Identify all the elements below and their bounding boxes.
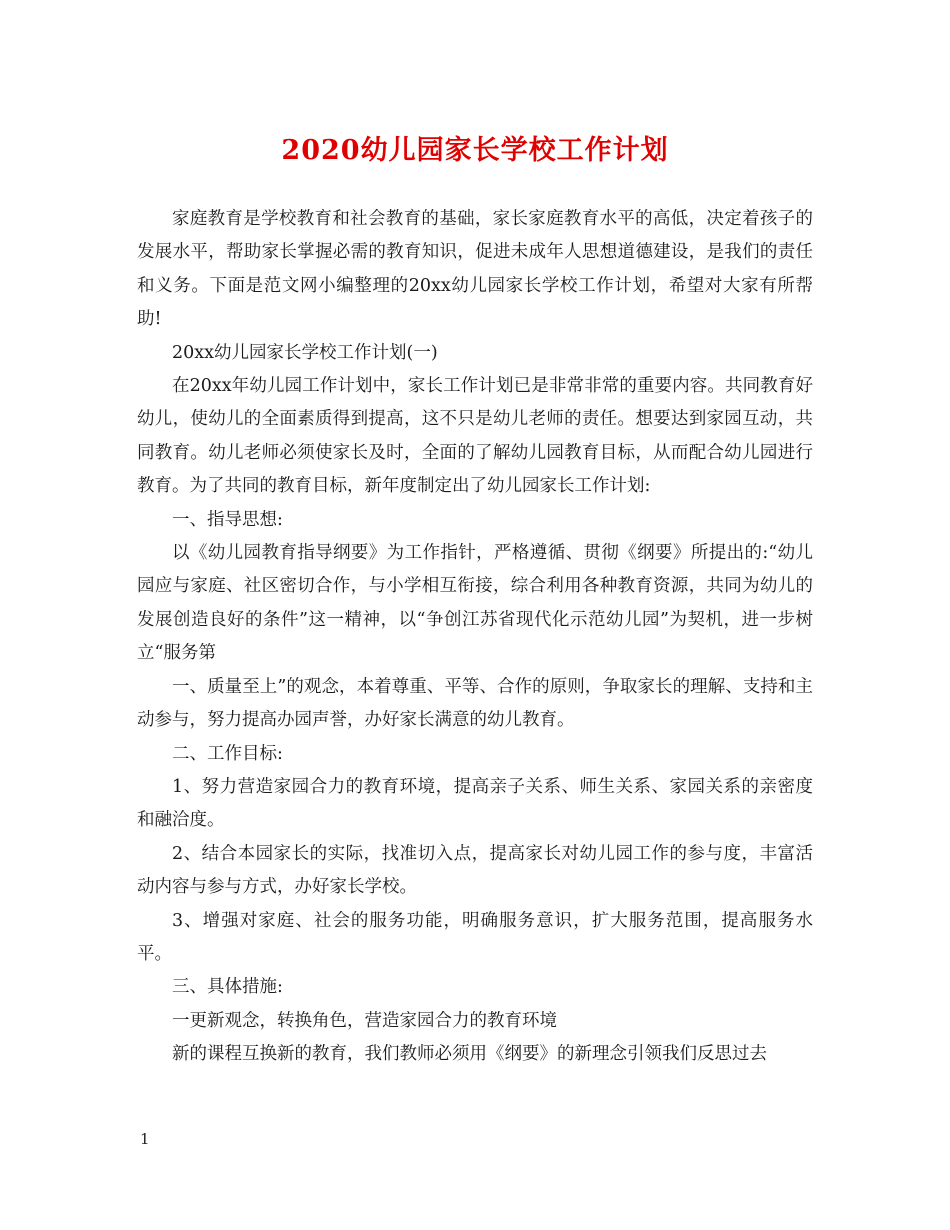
paragraph: 一更新观念，转换角色，营造家园合力的教育环境 [172, 1010, 557, 1031]
paragraph-goal-1: 1、努力营造家园合力的教育环境，提高亲子关系、师生关系、家园关系的亲密度和融洽度。 [137, 776, 813, 831]
document-body [137, 203, 813, 1072]
paragraph-heading-work-goals: 二、工作目标: [172, 743, 283, 764]
paragraph-heading-guiding-thought: 一、指导思想: [172, 509, 283, 530]
paragraph: 在20xx年幼儿园工作计划中，家长工作计划已是非常非常的重要内容。共同教育好幼儿，使幼儿的全面素质得到提高，这不只是幼儿老师的责任。想要达到家园互动，共同教育。幼儿老师必须使家长及时，全面的了解幼儿园教育目标，从而配合幼儿园进行教育。为了共同的教育目标，新年度制定出了幼儿园家长工作计划: [137, 376, 813, 497]
paragraph-goal-3: 3、增强对家庭、社会的服务功能，明确服务意识，扩大服务范围，提高服务水平。 [137, 910, 813, 964]
page-number: 1 [140, 1130, 150, 1148]
paragraph-section-heading: 20xx幼儿园家长学校工作计划(一) [172, 342, 438, 363]
paragraph: 以《幼儿园教育指导纲要》为工作指针，严格遵循、贯彻《纲要》所提出的:“幼儿园应与家庭、社区密切合作，与小学相互衔接，综合利用各种教育资源，共同为幼儿的发展创造良好的条件”这一精神，以“争创江苏省现代化示范幼儿园”为契机，进一步树立“服务第 [137, 543, 813, 664]
paragraph-heading-measures: 三、具体措施: [172, 977, 283, 998]
paragraph-goal-2: 2、结合本园家长的实际，找准切入点，提高家长对幼儿园工作的参与度，丰富活动内容与参与方式，办好家长学校。 [137, 843, 813, 898]
document-title: 2020幼儿园家长学校工作计划 [281, 135, 669, 166]
paragraph: 一、质量至上”的观念，本着尊重、平等、合作的原则，争取家长的理解、支持和主动参与，努力提高办园声誉，办好家长满意的幼儿教育。 [137, 676, 813, 731]
paragraph-intro: 家庭教育是学校教育和社会教育的基础，家长家庭教育水平的高低，决定着孩子的发展水平，帮助家长掌握必需的教育知识，促进未成年人思想道德建设，是我们的责任和义务。下面是范文网小编整理的20xx幼儿园家长学校工作计划，希望对大家有所帮助! [137, 209, 813, 330]
paragraph: 新的课程互换新的教育，我们教师必须用《纲要》的新理念引领我们反思过去 [172, 1044, 767, 1065]
